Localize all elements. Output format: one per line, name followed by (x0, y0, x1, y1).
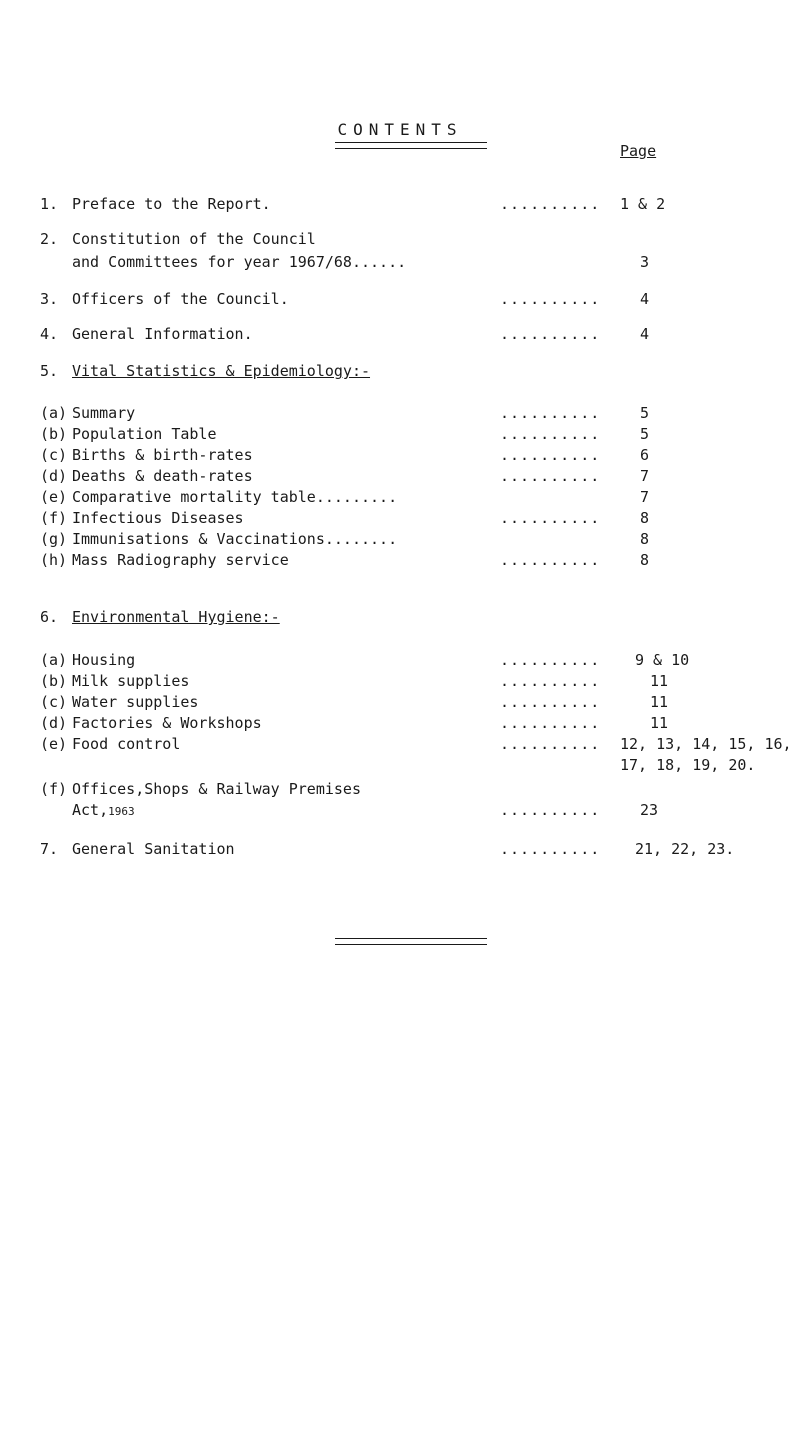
vital-item-d-leader: .......... (500, 467, 601, 485)
env-item-f-handwritten-year: 1963 (108, 805, 135, 818)
vital-item-d-label: (d) (40, 467, 68, 485)
env-item-f-leader: .......... (500, 801, 601, 819)
vital-item-g-label: (g) (40, 530, 68, 548)
section-2-number: 2. (40, 230, 59, 248)
env-item-c-page: 11 (650, 693, 669, 711)
vital-item-b-text: Population Table (72, 425, 217, 443)
env-item-a-text: Housing (72, 651, 136, 669)
vital-item-h-label: (h) (40, 551, 68, 569)
page-column-heading: Page (620, 142, 657, 160)
section-4-title: General Information. (72, 325, 253, 343)
section-1-page: 1 & 2 (620, 195, 666, 213)
env-item-b-page: 11 (650, 672, 669, 690)
section-1-title: Preface to the Report. (72, 195, 271, 213)
env-item-e-leader: .......... (500, 735, 601, 753)
vital-item-e-label: (e) (40, 488, 68, 506)
vital-item-f-text: Infectious Diseases (72, 509, 244, 527)
vital-item-a-leader: .......... (500, 404, 601, 422)
section-5-number: 5. (40, 362, 59, 380)
section-3-page: 4 (640, 290, 650, 308)
title-double-rule (335, 142, 487, 149)
vital-item-h-page: 8 (640, 551, 650, 569)
section-6-number: 6. (40, 608, 59, 626)
vital-item-f-label: (f) (40, 509, 68, 527)
env-item-f-text-line2 (72, 801, 135, 819)
vital-item-g-page: 8 (640, 530, 650, 548)
env-item-b-leader: .......... (500, 672, 601, 690)
env-item-c-leader: .......... (500, 693, 601, 711)
vital-item-f-page: 8 (640, 509, 650, 527)
vital-item-c-label: (c) (40, 446, 68, 464)
env-item-a-page: 9 & 10 (635, 651, 690, 669)
section-4-number: 4. (40, 325, 59, 343)
env-item-d-label: (d) (40, 714, 68, 732)
vital-item-h-text: Mass Radiography service (72, 551, 289, 569)
section-3-number: 3. (40, 290, 59, 308)
bottom-double-rule (335, 938, 487, 945)
vital-item-c-leader: .......... (500, 446, 601, 464)
env-item-e-page-line2: 17, 18, 19, 20. (620, 756, 756, 774)
env-item-f-text: Offices,Shops & Railway Premises (72, 780, 361, 798)
env-item-f-label: (f) (40, 780, 68, 798)
env-item-a-label: (a) (40, 651, 68, 669)
vital-item-e-page: 7 (640, 488, 650, 506)
vital-item-a-page: 5 (640, 404, 650, 422)
section-7-leader: .......... (500, 840, 601, 858)
env-item-d-leader: .......... (500, 714, 601, 732)
env-item-c-label: (c) (40, 693, 68, 711)
section-2-title: Constitution of the Council (72, 230, 316, 248)
vital-item-a-label: (a) (40, 404, 68, 422)
env-item-f-page: 23 (640, 801, 659, 819)
section-7-title: General Sanitation (72, 840, 235, 858)
section-5-title: Vital Statistics & Epidemiology:- (72, 362, 371, 380)
section-1-leader: .......... (500, 195, 601, 213)
section-4-page: 4 (640, 325, 650, 343)
vital-item-a-text: Summary (72, 404, 136, 422)
vital-item-d-page: 7 (640, 467, 650, 485)
section-2-title-line2: and Committees for year 1967/68...... (72, 253, 407, 271)
vital-item-f-leader: .......... (500, 509, 601, 527)
vital-item-b-page: 5 (640, 425, 650, 443)
section-1-number: 1. (40, 195, 59, 213)
env-item-e-page: 12, 13, 14, 15, 16, (620, 735, 792, 753)
vital-item-d-text: Deaths & death-rates (72, 467, 253, 485)
vital-item-e-text: Comparative mortality table......... (72, 488, 398, 506)
section-3-title: Officers of the Council. (72, 290, 289, 308)
env-item-e-text: Food control (72, 735, 181, 753)
env-item-f-act: Act, (72, 801, 109, 819)
section-7-number: 7. (40, 840, 59, 858)
section-6-title: Environmental Hygiene:- (72, 608, 280, 626)
env-item-a-leader: .......... (500, 651, 601, 669)
env-item-c-text: Water supplies (72, 693, 199, 711)
section-3-leader: .......... (500, 290, 601, 308)
env-item-e-label: (e) (40, 735, 68, 753)
vital-item-b-label: (b) (40, 425, 68, 443)
env-item-b-text: Milk supplies (72, 672, 190, 690)
section-4-leader: .......... (500, 325, 601, 343)
env-item-d-text: Factories & Workshops (72, 714, 262, 732)
section-2-page: 3 (640, 253, 650, 271)
vital-item-g-text: Immunisations & Vaccinations........ (72, 530, 398, 548)
vital-item-h-leader: .......... (500, 551, 601, 569)
vital-item-c-page: 6 (640, 446, 650, 464)
vital-item-c-text: Births & birth-rates (72, 446, 253, 464)
vital-item-b-leader: .......... (500, 425, 601, 443)
contents-title: CONTENTS (337, 120, 463, 139)
env-item-d-page: 11 (650, 714, 669, 732)
env-item-b-label: (b) (40, 672, 68, 690)
section-7-page: 21, 22, 23. (635, 840, 735, 858)
